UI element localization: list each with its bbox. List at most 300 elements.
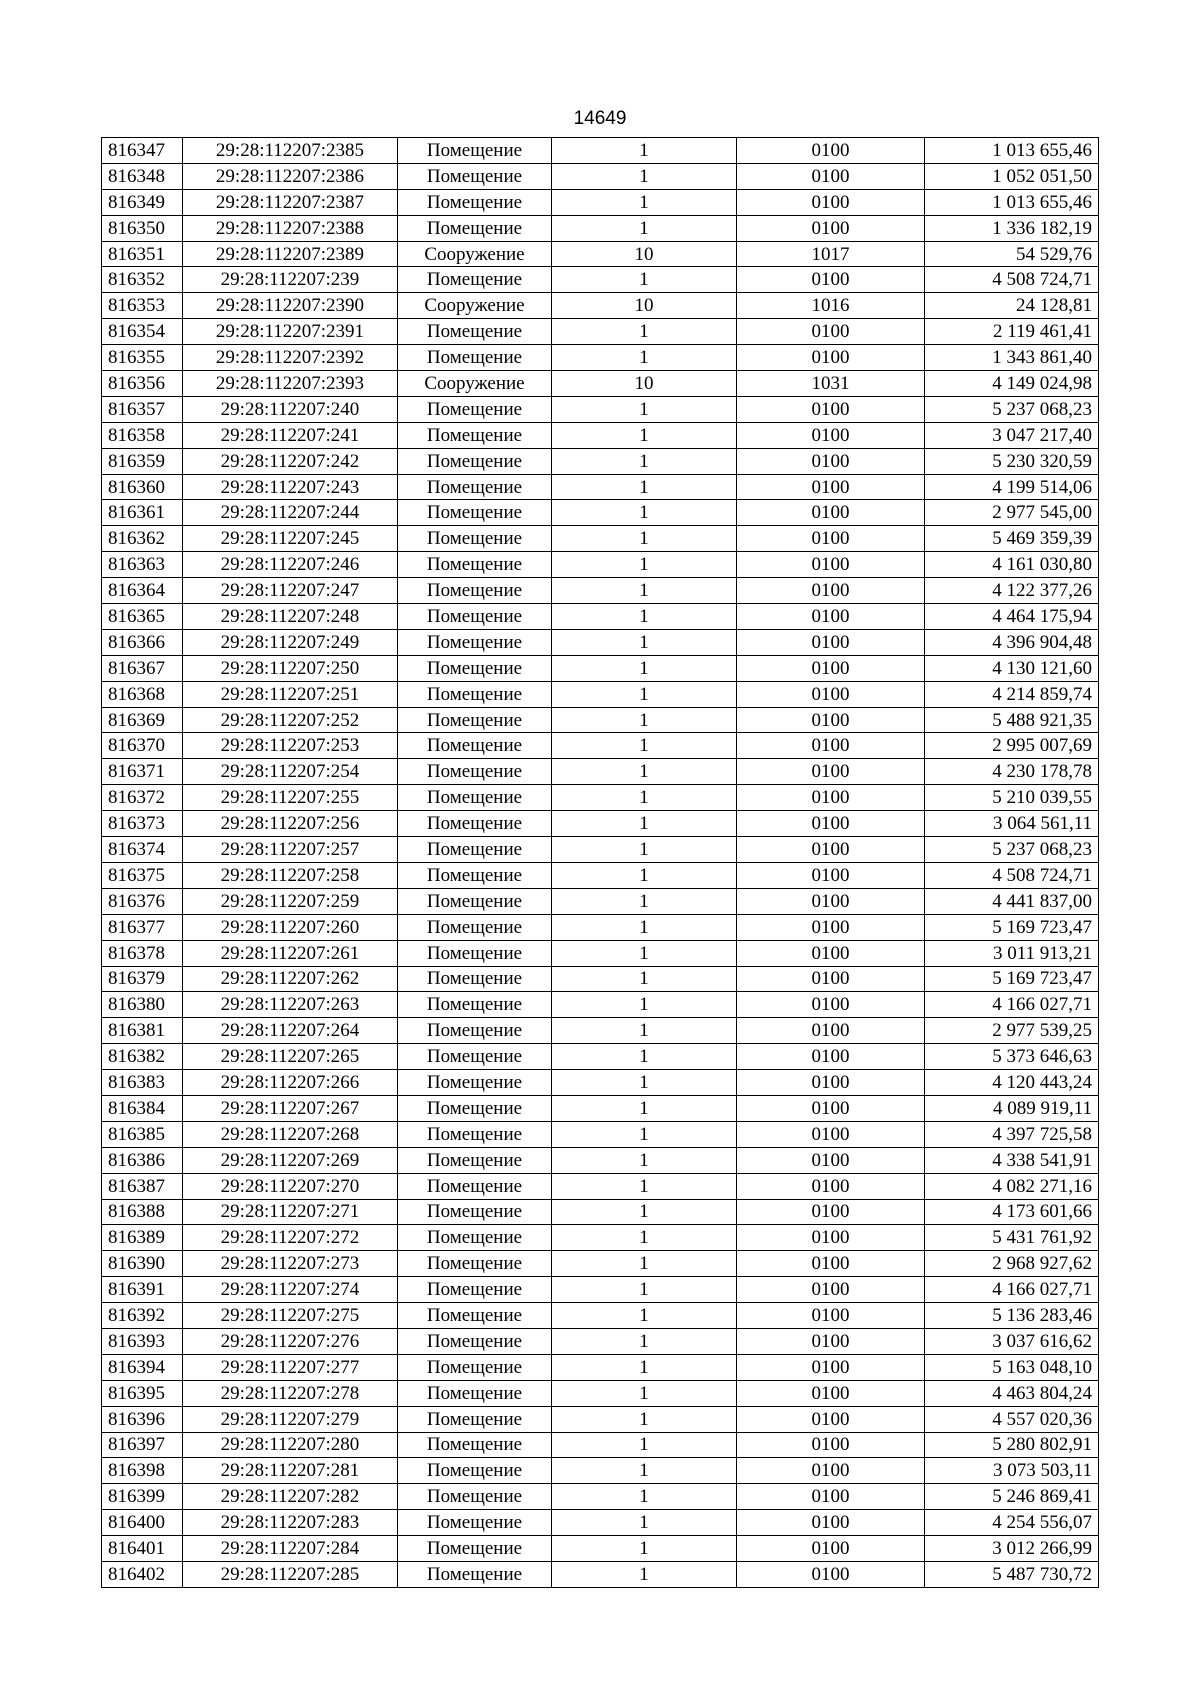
cadastral-number-cell: 29:28:112207:276 (183, 1328, 398, 1354)
row-number-cell: 816347 (102, 138, 183, 164)
cadastral-value-cell: 2 968 927,62 (925, 1251, 1099, 1277)
cadastral-value-cell: 4 130 121,60 (925, 655, 1099, 681)
cadastral-value-cell: 5 237 068,23 (925, 396, 1099, 422)
cadastral-value-cell: 5 487 730,72 (925, 1561, 1099, 1587)
object-type-cell: Помещение (398, 681, 552, 707)
row-number-cell: 816398 (102, 1458, 183, 1484)
purpose-code-cell: 0100 (737, 1095, 925, 1121)
row-number-cell: 816362 (102, 526, 183, 552)
cadastral-number-cell: 29:28:112207:240 (183, 396, 398, 422)
table-row (102, 966, 1099, 992)
cadastral-value-cell: 54 529,76 (925, 241, 1099, 267)
cadastral-value-cell: 3 037 616,62 (925, 1328, 1099, 1354)
object-count-cell: 1 (552, 215, 737, 241)
purpose-code-cell: 0100 (737, 914, 925, 940)
purpose-code-cell: 0100 (737, 1277, 925, 1303)
cadastral-value-cell: 4 464 175,94 (925, 604, 1099, 630)
purpose-code-cell: 1016 (737, 293, 925, 319)
purpose-code-cell: 0100 (737, 526, 925, 552)
object-type-cell: Помещение (398, 526, 552, 552)
row-number-cell: 816383 (102, 1070, 183, 1096)
table-row (102, 914, 1099, 940)
purpose-code-cell: 0100 (737, 759, 925, 785)
row-number-cell: 816382 (102, 1044, 183, 1070)
object-type-cell: Помещение (398, 837, 552, 863)
row-number-cell: 816396 (102, 1406, 183, 1432)
cadastral-number-cell: 29:28:112207:267 (183, 1095, 398, 1121)
cadastral-value-cell: 4 149 024,98 (925, 371, 1099, 397)
object-type-cell: Помещение (398, 189, 552, 215)
object-count-cell: 1 (552, 1484, 737, 1510)
row-number-cell: 816372 (102, 785, 183, 811)
cadastral-number-cell: 29:28:112207:277 (183, 1354, 398, 1380)
cadastral-value-cell: 4 441 837,00 (925, 888, 1099, 914)
object-type-cell: Помещение (398, 1018, 552, 1044)
purpose-code-cell: 0100 (737, 707, 925, 733)
object-count-cell: 1 (552, 914, 737, 940)
table-row (102, 1121, 1099, 1147)
cadastral-number-cell: 29:28:112207:268 (183, 1121, 398, 1147)
object-count-cell: 1 (552, 785, 737, 811)
table-row (102, 759, 1099, 785)
cadastral-value-cell: 3 012 266,99 (925, 1536, 1099, 1562)
purpose-code-cell: 0100 (737, 940, 925, 966)
cadastral-number-cell: 29:28:112207:2387 (183, 189, 398, 215)
row-number-cell: 816402 (102, 1561, 183, 1587)
object-count-cell: 1 (552, 422, 737, 448)
row-number-cell: 816388 (102, 1199, 183, 1225)
table-row (102, 629, 1099, 655)
purpose-code-cell: 0100 (737, 1510, 925, 1536)
row-number-cell: 816375 (102, 862, 183, 888)
purpose-code-cell: 0100 (737, 1406, 925, 1432)
row-number-cell: 816391 (102, 1277, 183, 1303)
object-count-cell: 1 (552, 681, 737, 707)
purpose-code-cell: 0100 (737, 1432, 925, 1458)
cadastral-number-cell: 29:28:112207:278 (183, 1380, 398, 1406)
cadastral-value-cell: 5 210 039,55 (925, 785, 1099, 811)
object-count-cell: 1 (552, 940, 737, 966)
purpose-code-cell: 0100 (737, 163, 925, 189)
purpose-code-cell: 0100 (737, 319, 925, 345)
object-type-cell: Помещение (398, 811, 552, 837)
table-row (102, 888, 1099, 914)
purpose-code-cell: 0100 (737, 811, 925, 837)
cadastral-value-cell: 4 557 020,36 (925, 1406, 1099, 1432)
purpose-code-cell: 1031 (737, 371, 925, 397)
object-count-cell: 1 (552, 1121, 737, 1147)
table-row (102, 785, 1099, 811)
object-count-cell: 1 (552, 837, 737, 863)
cadastral-value-cell: 1 013 655,46 (925, 138, 1099, 164)
table-row (102, 500, 1099, 526)
purpose-code-cell: 0100 (737, 396, 925, 422)
cadastral-value-cell: 5 469 359,39 (925, 526, 1099, 552)
row-number-cell: 816389 (102, 1225, 183, 1251)
table-row (102, 1354, 1099, 1380)
cadastral-number-cell: 29:28:112207:263 (183, 992, 398, 1018)
table-row (102, 1225, 1099, 1251)
object-type-cell: Помещение (398, 267, 552, 293)
cadastral-value-cell: 1 336 182,19 (925, 215, 1099, 241)
table-row (102, 526, 1099, 552)
row-number-cell: 816356 (102, 371, 183, 397)
object-type-cell: Помещение (398, 1277, 552, 1303)
cadastral-number-cell: 29:28:112207:262 (183, 966, 398, 992)
cadastral-number-cell: 29:28:112207:2386 (183, 163, 398, 189)
object-type-cell: Помещение (398, 1380, 552, 1406)
object-type-cell: Сооружение (398, 241, 552, 267)
cadastral-number-cell: 29:28:112207:283 (183, 1510, 398, 1536)
object-type-cell: Помещение (398, 396, 552, 422)
object-count-cell: 1 (552, 888, 737, 914)
cadastral-value-cell: 4 161 030,80 (925, 552, 1099, 578)
object-type-cell: Помещение (398, 629, 552, 655)
row-number-cell: 816373 (102, 811, 183, 837)
cadastral-number-cell: 29:28:112207:274 (183, 1277, 398, 1303)
row-number-cell: 816355 (102, 345, 183, 371)
object-type-cell: Помещение (398, 1121, 552, 1147)
table-row (102, 163, 1099, 189)
cadastral-number-cell: 29:28:112207:2391 (183, 319, 398, 345)
object-type-cell: Помещение (398, 138, 552, 164)
purpose-code-cell: 0100 (737, 629, 925, 655)
row-number-cell: 816387 (102, 1173, 183, 1199)
table-row (102, 1095, 1099, 1121)
cadastral-value-cell: 5 230 320,59 (925, 448, 1099, 474)
purpose-code-cell: 0100 (737, 1484, 925, 1510)
table-row (102, 733, 1099, 759)
row-number-cell: 816367 (102, 655, 183, 681)
table-row (102, 319, 1099, 345)
row-number-cell: 816369 (102, 707, 183, 733)
object-count-cell: 1 (552, 138, 737, 164)
purpose-code-cell: 0100 (737, 448, 925, 474)
object-type-cell: Помещение (398, 474, 552, 500)
cadastral-value-cell: 24 128,81 (925, 293, 1099, 319)
object-type-cell: Помещение (398, 1225, 552, 1251)
object-count-cell: 1 (552, 733, 737, 759)
row-number-cell: 816381 (102, 1018, 183, 1044)
table-row (102, 293, 1099, 319)
cadastral-value-cell: 4 089 919,11 (925, 1095, 1099, 1121)
object-type-cell: Помещение (398, 1354, 552, 1380)
row-number-cell: 816363 (102, 552, 183, 578)
cadastral-number-cell: 29:28:112207:251 (183, 681, 398, 707)
table-row (102, 1458, 1099, 1484)
purpose-code-cell: 0100 (737, 474, 925, 500)
cadastral-number-cell: 29:28:112207:2393 (183, 371, 398, 397)
object-type-cell: Помещение (398, 655, 552, 681)
row-number-cell: 816359 (102, 448, 183, 474)
cadastral-value-cell: 4 508 724,71 (925, 862, 1099, 888)
cadastral-number-cell: 29:28:112207:282 (183, 1484, 398, 1510)
cadastral-number-cell: 29:28:112207:285 (183, 1561, 398, 1587)
object-count-cell: 1 (552, 1406, 737, 1432)
object-count-cell: 1 (552, 1510, 737, 1536)
table-row (102, 1380, 1099, 1406)
table-row (102, 1173, 1099, 1199)
purpose-code-cell: 0100 (737, 1328, 925, 1354)
object-count-cell: 1 (552, 163, 737, 189)
row-number-cell: 816370 (102, 733, 183, 759)
cadastral-value-cell: 5 237 068,23 (925, 837, 1099, 863)
row-number-cell: 816364 (102, 578, 183, 604)
purpose-code-cell: 0100 (737, 1536, 925, 1562)
object-type-cell: Помещение (398, 448, 552, 474)
table-row (102, 940, 1099, 966)
cadastral-value-cell: 4 397 725,58 (925, 1121, 1099, 1147)
object-count-cell: 1 (552, 811, 737, 837)
purpose-code-cell: 0100 (737, 1070, 925, 1096)
cadastral-number-cell: 29:28:112207:2392 (183, 345, 398, 371)
cadastral-value-cell: 4 396 904,48 (925, 629, 1099, 655)
table-row (102, 138, 1099, 164)
table-row (102, 811, 1099, 837)
table-row (102, 474, 1099, 500)
table-row (102, 1277, 1099, 1303)
object-type-cell: Помещение (398, 1147, 552, 1173)
object-type-cell: Помещение (398, 163, 552, 189)
row-number-cell: 816360 (102, 474, 183, 500)
cadastral-number-cell: 29:28:112207:275 (183, 1303, 398, 1329)
object-count-cell: 1 (552, 629, 737, 655)
row-number-cell: 816397 (102, 1432, 183, 1458)
cadastral-number-cell: 29:28:112207:244 (183, 500, 398, 526)
object-count-cell: 1 (552, 862, 737, 888)
purpose-code-cell: 0100 (737, 138, 925, 164)
purpose-code-cell: 0100 (737, 1147, 925, 1173)
object-type-cell: Помещение (398, 500, 552, 526)
cadastral-number-cell: 29:28:112207:266 (183, 1070, 398, 1096)
table-row (102, 422, 1099, 448)
object-count-cell: 1 (552, 1199, 737, 1225)
cadastral-value-cell: 4 199 514,06 (925, 474, 1099, 500)
object-count-cell: 1 (552, 1251, 737, 1277)
object-count-cell: 1 (552, 707, 737, 733)
object-type-cell: Помещение (398, 966, 552, 992)
object-count-cell: 1 (552, 1328, 737, 1354)
purpose-code-cell: 0100 (737, 1121, 925, 1147)
cadastral-value-cell: 4 120 443,24 (925, 1070, 1099, 1096)
purpose-code-cell: 0100 (737, 862, 925, 888)
row-number-cell: 816352 (102, 267, 183, 293)
purpose-code-cell: 0100 (737, 733, 925, 759)
table-row (102, 345, 1099, 371)
cadastral-number-cell: 29:28:112207:272 (183, 1225, 398, 1251)
purpose-code-cell: 0100 (737, 1018, 925, 1044)
table-row (102, 1199, 1099, 1225)
cadastral-value-cell: 4 508 724,71 (925, 267, 1099, 293)
object-type-cell: Помещение (398, 1432, 552, 1458)
cadastral-value-cell: 3 047 217,40 (925, 422, 1099, 448)
object-count-cell: 1 (552, 319, 737, 345)
table-row (102, 837, 1099, 863)
table-row (102, 992, 1099, 1018)
purpose-code-cell: 1017 (737, 241, 925, 267)
cadastral-number-cell: 29:28:112207:269 (183, 1147, 398, 1173)
row-number-cell: 816353 (102, 293, 183, 319)
row-number-cell: 816400 (102, 1510, 183, 1536)
row-number-cell: 816349 (102, 189, 183, 215)
table-row (102, 1303, 1099, 1329)
purpose-code-cell: 0100 (737, 1044, 925, 1070)
cadastral-number-cell: 29:28:112207:2390 (183, 293, 398, 319)
purpose-code-cell: 0100 (737, 345, 925, 371)
row-number-cell: 816354 (102, 319, 183, 345)
purpose-code-cell: 0100 (737, 1173, 925, 1199)
purpose-code-cell: 0100 (737, 500, 925, 526)
object-type-cell: Помещение (398, 1484, 552, 1510)
object-count-cell: 1 (552, 1173, 737, 1199)
cadastral-number-cell: 29:28:112207:258 (183, 862, 398, 888)
object-type-cell: Помещение (398, 1095, 552, 1121)
table-row (102, 578, 1099, 604)
object-type-cell: Помещение (398, 604, 552, 630)
table-row (102, 1484, 1099, 1510)
row-number-cell: 816357 (102, 396, 183, 422)
cadastral-number-cell: 29:28:112207:273 (183, 1251, 398, 1277)
row-number-cell: 816377 (102, 914, 183, 940)
row-number-cell: 816390 (102, 1251, 183, 1277)
purpose-code-cell: 0100 (737, 1199, 925, 1225)
row-number-cell: 816395 (102, 1380, 183, 1406)
cadastral-number-cell: 29:28:112207:270 (183, 1173, 398, 1199)
purpose-code-cell: 0100 (737, 552, 925, 578)
cadastral-value-cell: 2 995 007,69 (925, 733, 1099, 759)
row-number-cell: 816399 (102, 1484, 183, 1510)
cadastral-value-cell: 4 166 027,71 (925, 1277, 1099, 1303)
object-count-cell: 1 (552, 655, 737, 681)
cadastral-number-cell: 29:28:112207:280 (183, 1432, 398, 1458)
cadastral-number-cell: 29:28:112207:253 (183, 733, 398, 759)
object-count-cell: 10 (552, 241, 737, 267)
row-number-cell: 816371 (102, 759, 183, 785)
cadastral-value-cell: 5 246 869,41 (925, 1484, 1099, 1510)
row-number-cell: 816384 (102, 1095, 183, 1121)
cadastral-value-cell: 2 119 461,41 (925, 319, 1099, 345)
purpose-code-cell: 0100 (737, 1225, 925, 1251)
object-count-cell: 1 (552, 759, 737, 785)
table-row (102, 215, 1099, 241)
object-count-cell: 1 (552, 1380, 737, 1406)
object-type-cell: Помещение (398, 1561, 552, 1587)
table-row (102, 1044, 1099, 1070)
cadastral-number-cell: 29:28:112207:246 (183, 552, 398, 578)
table-row (102, 862, 1099, 888)
object-count-cell: 1 (552, 1095, 737, 1121)
object-count-cell: 1 (552, 1044, 737, 1070)
cadastral-number-cell: 29:28:112207:260 (183, 914, 398, 940)
row-number-cell: 816351 (102, 241, 183, 267)
object-count-cell: 1 (552, 500, 737, 526)
row-number-cell: 816348 (102, 163, 183, 189)
row-number-cell: 816392 (102, 1303, 183, 1329)
cadastral-number-cell: 29:28:112207:265 (183, 1044, 398, 1070)
cadastral-value-cell: 3 011 913,21 (925, 940, 1099, 966)
cadastral-value-cell: 5 280 802,91 (925, 1432, 1099, 1458)
row-number-cell: 816393 (102, 1328, 183, 1354)
cadastral-value-cell: 4 254 556,07 (925, 1510, 1099, 1536)
purpose-code-cell: 0100 (737, 1380, 925, 1406)
row-number-cell: 816376 (102, 888, 183, 914)
object-count-cell: 1 (552, 578, 737, 604)
object-type-cell: Помещение (398, 215, 552, 241)
object-type-cell: Помещение (398, 1510, 552, 1536)
row-number-cell: 816358 (102, 422, 183, 448)
object-type-cell: Помещение (398, 992, 552, 1018)
row-number-cell: 816401 (102, 1536, 183, 1562)
object-count-cell: 1 (552, 526, 737, 552)
table-row (102, 1432, 1099, 1458)
cadastral-value-cell: 5 373 646,63 (925, 1044, 1099, 1070)
table-row (102, 241, 1099, 267)
purpose-code-cell: 0100 (737, 215, 925, 241)
cadastral-number-cell: 29:28:112207:245 (183, 526, 398, 552)
cadastral-value-cell: 5 163 048,10 (925, 1354, 1099, 1380)
table-row (102, 1561, 1099, 1587)
object-count-cell: 1 (552, 1354, 737, 1380)
table-body (102, 138, 1099, 1588)
purpose-code-cell: 0100 (737, 655, 925, 681)
cadastral-value-cell: 4 082 271,16 (925, 1173, 1099, 1199)
purpose-code-cell: 0100 (737, 189, 925, 215)
table-row (102, 396, 1099, 422)
object-count-cell: 1 (552, 1432, 737, 1458)
object-count-cell: 1 (552, 1070, 737, 1096)
row-number-cell: 816379 (102, 966, 183, 992)
cadastral-value-cell: 4 463 804,24 (925, 1380, 1099, 1406)
cadastral-number-cell: 29:28:112207:250 (183, 655, 398, 681)
object-type-cell: Сооружение (398, 371, 552, 397)
row-number-cell: 816365 (102, 604, 183, 630)
table-row (102, 189, 1099, 215)
object-type-cell: Помещение (398, 1199, 552, 1225)
object-count-cell: 1 (552, 1303, 737, 1329)
object-type-cell: Помещение (398, 1303, 552, 1329)
object-count-cell: 1 (552, 396, 737, 422)
cadastral-number-cell: 29:28:112207:248 (183, 604, 398, 630)
cadastral-value-cell: 4 173 601,66 (925, 1199, 1099, 1225)
object-type-cell: Помещение (398, 422, 552, 448)
object-type-cell: Помещение (398, 914, 552, 940)
object-count-cell: 1 (552, 1225, 737, 1251)
cadastral-number-cell: 29:28:112207:271 (183, 1199, 398, 1225)
object-type-cell: Помещение (398, 1044, 552, 1070)
purpose-code-cell: 0100 (737, 837, 925, 863)
table-row (102, 604, 1099, 630)
cadastral-value-cell: 3 064 561,11 (925, 811, 1099, 837)
purpose-code-cell: 0100 (737, 1354, 925, 1380)
object-type-cell: Помещение (398, 345, 552, 371)
table-row (102, 1070, 1099, 1096)
object-count-cell: 1 (552, 345, 737, 371)
object-count-cell: 1 (552, 1536, 737, 1562)
object-type-cell: Помещение (398, 1536, 552, 1562)
cadastral-value-table (101, 137, 1099, 1588)
object-type-cell: Помещение (398, 1328, 552, 1354)
cadastral-value-cell: 2 977 545,00 (925, 500, 1099, 526)
table-row (102, 681, 1099, 707)
object-type-cell: Помещение (398, 1251, 552, 1277)
object-count-cell: 1 (552, 552, 737, 578)
object-count-cell: 1 (552, 992, 737, 1018)
row-number-cell: 816386 (102, 1147, 183, 1173)
cadastral-value-cell: 4 214 859,74 (925, 681, 1099, 707)
purpose-code-cell: 0100 (737, 1561, 925, 1587)
cadastral-value-cell: 3 073 503,11 (925, 1458, 1099, 1484)
purpose-code-cell: 0100 (737, 604, 925, 630)
